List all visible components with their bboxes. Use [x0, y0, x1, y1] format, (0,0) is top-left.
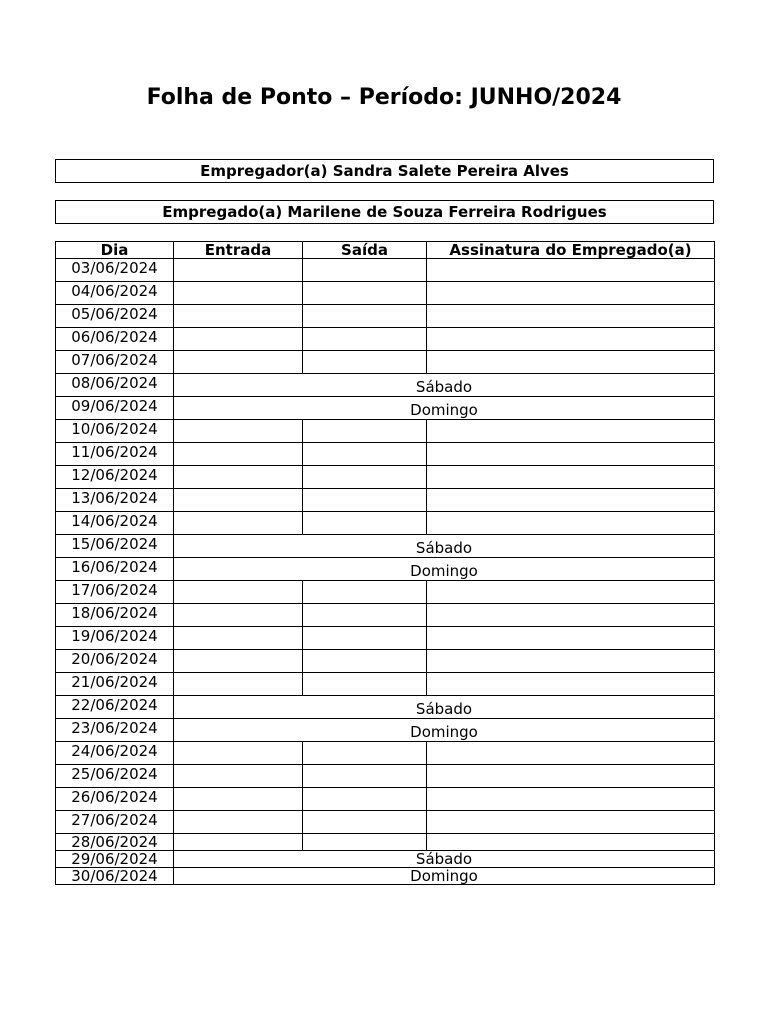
- table-row: [56, 742, 715, 765]
- weekend-note-cell: Sábado: [174, 374, 715, 397]
- table-row: [56, 305, 715, 328]
- table-row: [56, 811, 715, 834]
- exit-time-cell[interactable]: [303, 443, 427, 466]
- signature-cell[interactable]: [427, 765, 715, 788]
- entry-time-cell[interactable]: [174, 627, 303, 650]
- entry-time-cell[interactable]: [174, 673, 303, 696]
- table-row: [56, 788, 715, 811]
- exit-time-cell[interactable]: [303, 581, 427, 604]
- table-row: [56, 466, 715, 489]
- column-header-entry: Entrada: [174, 242, 303, 259]
- exit-time-cell[interactable]: [303, 627, 427, 650]
- entry-time-cell[interactable]: [174, 466, 303, 489]
- exit-time-cell[interactable]: [303, 811, 427, 834]
- day-cell: 04/06/2024: [56, 282, 174, 305]
- table-row: [56, 673, 715, 696]
- signature-cell[interactable]: [427, 811, 715, 834]
- signature-cell[interactable]: [427, 742, 715, 765]
- signature-cell[interactable]: [427, 834, 715, 851]
- signature-cell[interactable]: [427, 328, 715, 351]
- signature-cell[interactable]: [427, 305, 715, 328]
- day-cell: 20/06/2024: [56, 650, 174, 673]
- signature-cell[interactable]: [427, 466, 715, 489]
- day-cell: 11/06/2024: [56, 443, 174, 466]
- table-row: [56, 397, 715, 420]
- table-row: [56, 535, 715, 558]
- timesheet-table: [55, 241, 715, 885]
- day-cell: 25/06/2024: [56, 765, 174, 788]
- weekend-note-cell: Domingo: [174, 558, 715, 581]
- day-cell: 14/06/2024: [56, 512, 174, 535]
- entry-time-cell[interactable]: [174, 512, 303, 535]
- day-cell: 06/06/2024: [56, 328, 174, 351]
- signature-cell[interactable]: [427, 282, 715, 305]
- exit-time-cell[interactable]: [303, 489, 427, 512]
- table-row: [56, 765, 715, 788]
- day-cell: 21/06/2024: [56, 673, 174, 696]
- entry-time-cell[interactable]: [174, 305, 303, 328]
- weekend-note-cell: Sábado: [174, 535, 715, 558]
- day-cell: 18/06/2024: [56, 604, 174, 627]
- table-row: [56, 627, 715, 650]
- weekend-note-cell: Domingo: [174, 397, 715, 420]
- exit-time-cell[interactable]: [303, 673, 427, 696]
- exit-time-cell[interactable]: [303, 305, 427, 328]
- day-cell: 03/06/2024: [56, 259, 174, 282]
- table-row: [56, 581, 715, 604]
- entry-time-cell[interactable]: [174, 834, 303, 851]
- entry-time-cell[interactable]: [174, 765, 303, 788]
- entry-time-cell[interactable]: [174, 788, 303, 811]
- column-header-signature: Assinatura do Empregado(a): [427, 242, 715, 259]
- weekend-note-cell: Sábado: [174, 696, 715, 719]
- table-header-row: [56, 242, 715, 259]
- table-row: [56, 650, 715, 673]
- signature-cell[interactable]: [427, 512, 715, 535]
- day-cell: 29/06/2024: [56, 851, 174, 868]
- signature-cell[interactable]: [427, 259, 715, 282]
- exit-time-cell[interactable]: [303, 420, 427, 443]
- exit-time-cell[interactable]: [303, 650, 427, 673]
- day-cell: 26/06/2024: [56, 788, 174, 811]
- employee-name: Empregado(a) Marilene de Souza Ferreira Rodrigues: [55, 200, 714, 224]
- weekend-note-cell: Sábado: [174, 851, 715, 868]
- signature-cell[interactable]: [427, 443, 715, 466]
- exit-time-cell[interactable]: [303, 328, 427, 351]
- exit-time-cell[interactable]: [303, 834, 427, 851]
- table-row: [56, 259, 715, 282]
- table-row: [56, 443, 715, 466]
- signature-cell[interactable]: [427, 351, 715, 374]
- entry-time-cell[interactable]: [174, 811, 303, 834]
- signature-cell[interactable]: [427, 627, 715, 650]
- day-cell: 12/06/2024: [56, 466, 174, 489]
- table-row: [56, 351, 715, 374]
- entry-time-cell[interactable]: [174, 282, 303, 305]
- table-row: [56, 420, 715, 443]
- day-cell: 17/06/2024: [56, 581, 174, 604]
- table-row: [56, 868, 715, 885]
- exit-time-cell[interactable]: [303, 604, 427, 627]
- day-cell: 10/06/2024: [56, 420, 174, 443]
- day-cell: 16/06/2024: [56, 558, 174, 581]
- column-header-exit: Saída: [303, 242, 427, 259]
- table-row: [56, 604, 715, 627]
- table-row: [56, 558, 715, 581]
- weekend-note-cell: Domingo: [174, 719, 715, 742]
- entry-time-cell[interactable]: [174, 650, 303, 673]
- day-cell: 05/06/2024: [56, 305, 174, 328]
- exit-time-cell[interactable]: [303, 351, 427, 374]
- day-cell: 23/06/2024: [56, 719, 174, 742]
- exit-time-cell[interactable]: [303, 466, 427, 489]
- entry-time-cell[interactable]: [174, 742, 303, 765]
- entry-time-cell[interactable]: [174, 604, 303, 627]
- table-row: [56, 489, 715, 512]
- entry-time-cell[interactable]: [174, 328, 303, 351]
- timesheet-rows: [56, 259, 715, 885]
- day-cell: 27/06/2024: [56, 811, 174, 834]
- day-cell: 22/06/2024: [56, 696, 174, 719]
- employer-name: Empregador(a) Sandra Salete Pereira Alves: [55, 159, 714, 183]
- weekend-note-cell: Domingo: [174, 868, 715, 885]
- exit-time-cell[interactable]: [303, 788, 427, 811]
- entry-time-cell[interactable]: [174, 581, 303, 604]
- signature-cell[interactable]: [427, 788, 715, 811]
- signature-cell[interactable]: [427, 650, 715, 673]
- exit-time-cell[interactable]: [303, 742, 427, 765]
- signature-cell[interactable]: [427, 604, 715, 627]
- exit-time-cell[interactable]: [303, 512, 427, 535]
- column-header-day: Dia: [56, 242, 174, 259]
- exit-time-cell[interactable]: [303, 765, 427, 788]
- exit-time-cell[interactable]: [303, 282, 427, 305]
- table-row: [56, 374, 715, 397]
- day-cell: 09/06/2024: [56, 397, 174, 420]
- day-cell: 30/06/2024: [56, 868, 174, 885]
- table-row: [56, 834, 715, 851]
- table-row: [56, 282, 715, 305]
- signature-cell[interactable]: [427, 420, 715, 443]
- day-cell: 19/06/2024: [56, 627, 174, 650]
- entry-time-cell[interactable]: [174, 420, 303, 443]
- table-row: [56, 696, 715, 719]
- signature-cell[interactable]: [427, 581, 715, 604]
- page-title: Folha de Ponto – Período: JUNHO/2024: [146, 85, 622, 110]
- table-row: [56, 851, 715, 868]
- entry-time-cell[interactable]: [174, 259, 303, 282]
- day-cell: 13/06/2024: [56, 489, 174, 512]
- exit-time-cell[interactable]: [303, 259, 427, 282]
- entry-time-cell[interactable]: [174, 489, 303, 512]
- table-row: [56, 512, 715, 535]
- day-cell: 24/06/2024: [56, 742, 174, 765]
- day-cell: 07/06/2024: [56, 351, 174, 374]
- entry-time-cell[interactable]: [174, 351, 303, 374]
- signature-cell[interactable]: [427, 489, 715, 512]
- table-row: [56, 719, 715, 742]
- entry-time-cell[interactable]: [174, 443, 303, 466]
- day-cell: 28/06/2024: [56, 834, 174, 851]
- day-cell: 15/06/2024: [56, 535, 174, 558]
- table-row: [56, 328, 715, 351]
- day-cell: 08/06/2024: [56, 374, 174, 397]
- signature-cell[interactable]: [427, 673, 715, 696]
